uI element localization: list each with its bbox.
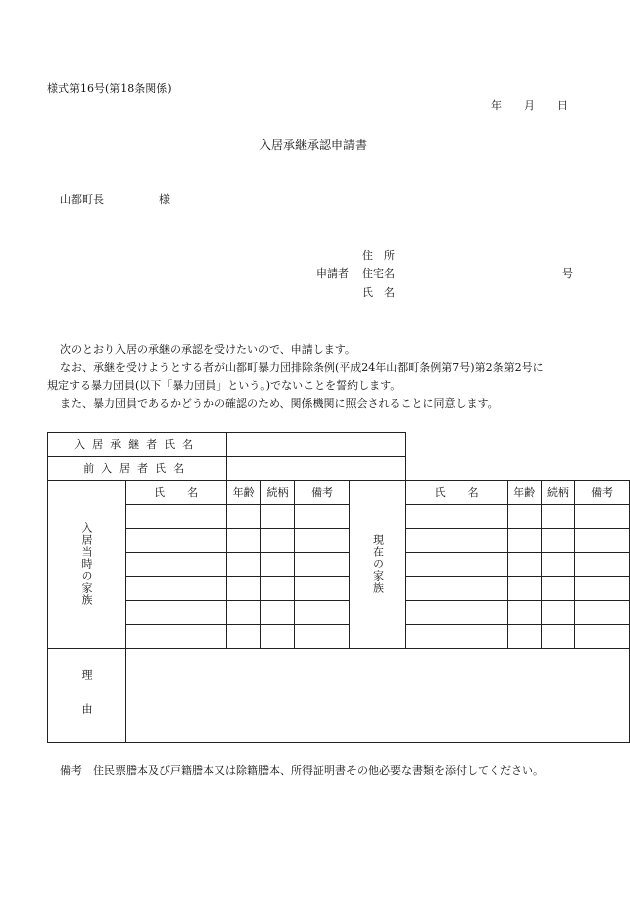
page-title: 入居承継承認申請書 [259, 138, 368, 152]
col-name-right: 氏 名 [406, 481, 507, 505]
col-relation-left: 続柄 [261, 481, 295, 505]
body-line-2: なお、承継を受けようとする者が山都町暴力団排除条例(平成24年山都町条例第7号)第2条第2号に [60, 361, 544, 374]
successor-name-cell[interactable] [227, 433, 406, 457]
body-line-3: 規定する暴力団員(以下「暴力団員」という。)でないことを誓約します。 [47, 379, 402, 392]
body-line-1: 次のとおり入居の承継の承認を受けたいので、申請します。 [60, 343, 356, 356]
name-label: 氏 名 [362, 286, 395, 299]
previous-resident-cell[interactable] [227, 457, 406, 481]
previous-resident-label: 前入居者氏名 [48, 457, 227, 481]
col-age-left: 年齢 [227, 481, 261, 505]
col-name-left: 氏 名 [126, 481, 227, 505]
col-remarks-right: 備考 [575, 481, 630, 505]
date-line: 年 月 日 [491, 99, 568, 112]
table-row [48, 529, 630, 553]
addressee: 山都町長 様 [60, 193, 170, 206]
body-line-4: また、暴力団員であるかどうかの確認のため、関係機関に照会されることに同意します。 [60, 397, 499, 410]
housing-label: 住宅名 [362, 267, 395, 280]
col-relation-right: 続柄 [541, 481, 575, 505]
family-at-move-in-header: 入居当時の家族 [48, 481, 126, 649]
reason-label: 理 由 [48, 649, 126, 743]
housing-number-suffix: 号 [562, 267, 573, 280]
table-row [48, 577, 630, 601]
application-table [47, 432, 630, 743]
successor-name-label: 入居承継者氏名 [48, 433, 227, 457]
table-row [48, 625, 630, 649]
col-remarks-left: 備考 [294, 481, 350, 505]
footnote: 備考 住民票謄本及び戸籍謄本又は除籍謄本、所得証明書その他必要な書類を添付してください。 [60, 764, 544, 777]
table-row [48, 553, 630, 577]
col-age-right: 年齢 [507, 481, 541, 505]
table-row [48, 601, 630, 625]
reason-field[interactable] [126, 649, 630, 743]
form-number: 様式第16号(第18条関係) [47, 82, 172, 95]
table-row [48, 505, 630, 529]
address-label: 住 所 [362, 249, 395, 262]
current-family-header: 現在の家族 [350, 481, 406, 649]
applicant-role-label: 申請者 [316, 267, 349, 280]
